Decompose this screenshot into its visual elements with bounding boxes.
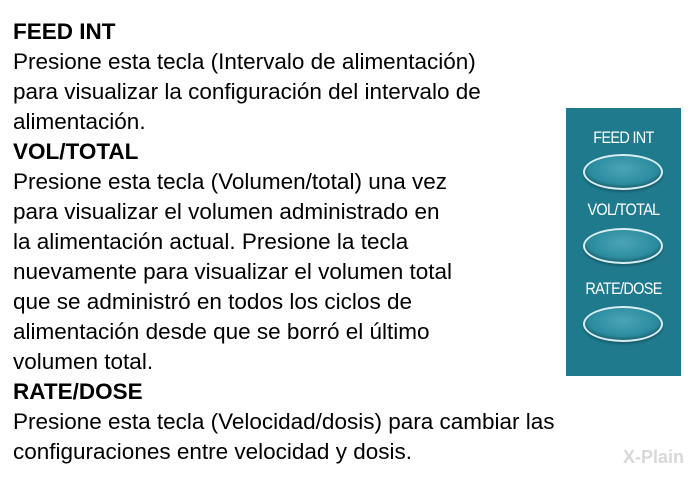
text-line: nuevamente para visualizar el volumen total: [13, 259, 452, 284]
section-feed-int: [13, 17, 653, 137]
text-line: para visualizar el volumen administrado en: [13, 199, 440, 224]
section-vol-total: [13, 137, 653, 377]
vol-total-key[interactable]: [583, 228, 663, 264]
key-panel: [566, 108, 681, 376]
rate-dose-key-label: RATE/DOSE: [585, 279, 662, 298]
text-line: volumen total.: [13, 349, 154, 374]
text-line: configuraciones entre velocidad y dosis.: [13, 439, 412, 464]
feed-int-key-label: FEED INT: [593, 128, 654, 147]
text-line: alimentación desde que se borró el último: [13, 319, 430, 344]
feed-int-key[interactable]: [583, 154, 663, 190]
text-line: alimentación.: [13, 109, 146, 134]
instructions: [13, 17, 653, 467]
text-line: que se administró en todos los ciclos de: [13, 289, 412, 314]
vol-total-key-label: VOL/TOTAL: [587, 200, 660, 219]
rate-dose-key[interactable]: [583, 306, 663, 342]
text-line: Presione esta tecla (Volumen/total) una vez: [13, 169, 447, 194]
text-line: la alimentación actual. Presione la tecla: [13, 229, 409, 254]
x-plain-logo: X-Plain: [623, 447, 685, 467]
text-line: Presione esta tecla (Intervalo de alimentación): [13, 49, 476, 74]
text-line: para visualizar la configuración del intervalo de: [13, 79, 481, 104]
section-rate-dose: [13, 377, 653, 467]
text-line: Presione esta tecla (Velocidad/dosis) para cambiar las: [13, 409, 555, 434]
section-heading: FEED INT: [13, 19, 116, 44]
section-heading: VOL/TOTAL: [13, 139, 139, 164]
section-heading: RATE/DOSE: [13, 379, 143, 404]
